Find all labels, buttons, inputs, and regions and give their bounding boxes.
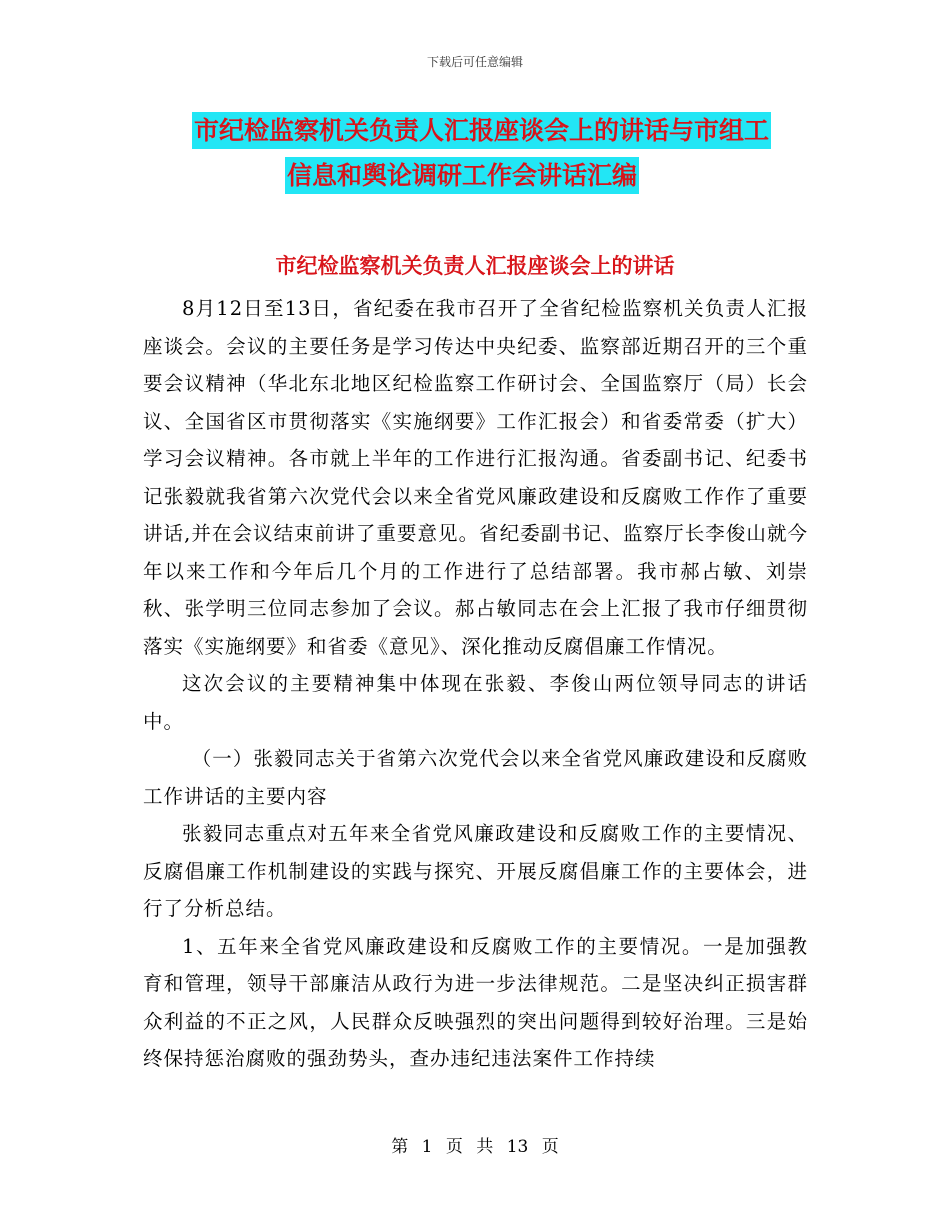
section-title: 市纪检监察机关负责人汇报座谈会上的讲话 (275, 253, 675, 278)
paragraph: 1、五年来全省党风廉政建设和反腐败工作的主要情况。一是加强教育和管理，领导干部廉洁从政行为进一步法律规范。二是坚决纠正损害群众利益的不正之风，人民群众反映强烈的突出问题得到较好治理。三是始终保持惩治腐败的强劲势头，查办违纪违法案件工作持续 (143, 934, 808, 1070)
paragraph: 8月12日至13日，省纪委在我市召开了全省纪检监察机关负责人汇报座谈会。会议的主要任务是学习传达中央纪委、监察部近期召开的三个重要会议精神（华北东北地区纪检监察工作研讨会、全国监察厅（局）长会议、全国省区市贯彻落实《实施纲要》工作汇报会）和省委常委（扩大）学习会议精神。各市就上半年的工作进行汇报沟通。省委副书记、纪委书记张毅就我省第六次党代会以来全省党风廉政建设和反腐败工作作了重要讲话,并在会议结束前讲了重要意见。省纪委副书记、监察厅长李俊山就今年以来工作和今年后几个月的工作进行了总结部署。我市郝占敏、刘崇秋、张学明三位同志参加了会议。郝占敏同志在会上汇报了我市仔细贯彻落实《实施纲要》和省委《意见》、深化推动反腐倡廉工作情况。 (143, 297, 808, 658)
title-line-2: 信息和舆论调研工作会讲话汇编 (285, 157, 639, 194)
paragraph: 张毅同志重点对五年来全省党风廉政建设和反腐败工作的主要情况、反腐倡廉工作机制建设的实践与探究、开展反腐倡廉工作的主要体会，进行了分析总结。 (143, 822, 808, 920)
page-footer: 第 1 页 共 13 页 (391, 1137, 559, 1157)
title-line-1: 市纪检监察机关负责人汇报座谈会上的讲话与市组工 (192, 112, 771, 149)
paragraph: 这次会议的主要精神集中体现在张毅、李俊山两位领导同志的讲话中。 (143, 672, 808, 733)
document-title (192, 112, 832, 194)
document-body (143, 290, 808, 1078)
page-header-note: 下载后可任意编辑 (426, 55, 523, 69)
subheading: （一）张毅同志关于省第六次党代会以来全省党风廉政建设和反腐败工作讲话的主要内容 (143, 747, 808, 808)
